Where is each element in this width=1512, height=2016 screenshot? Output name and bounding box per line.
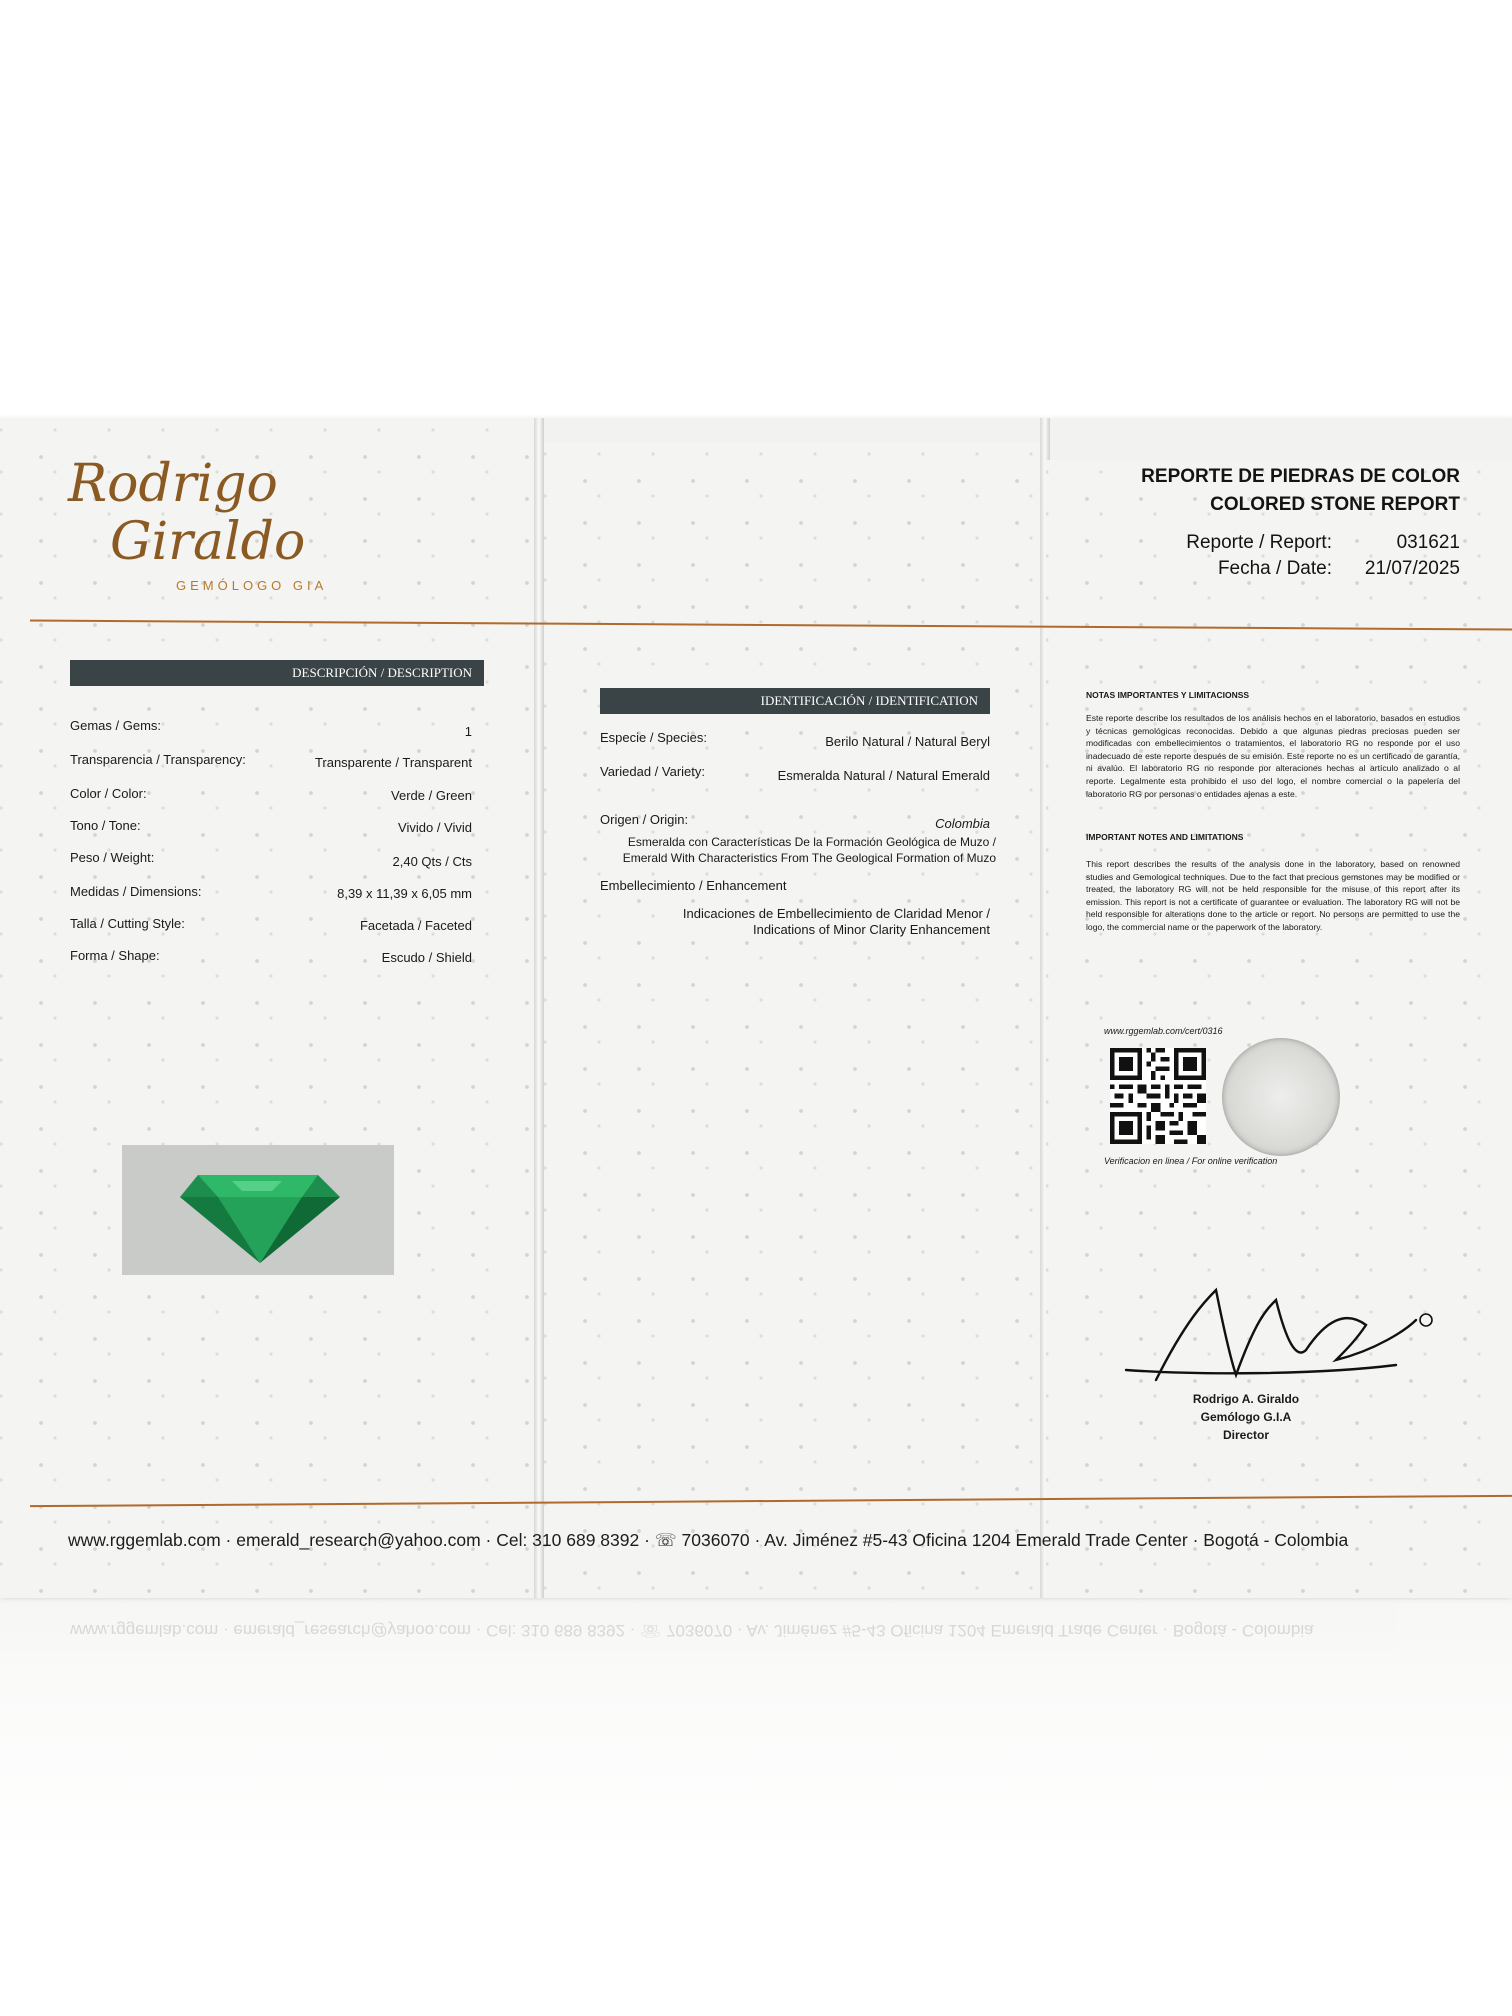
description-panel — [0, 418, 534, 1598]
fold-line-1 — [534, 418, 544, 1598]
species-value: Berilo Natural / Natural Beryl — [825, 734, 990, 749]
logo-line-1: Rodrigo — [68, 454, 278, 514]
row-value: Vivido / Vivid — [398, 820, 472, 835]
emerald-icon — [122, 1145, 394, 1275]
notes-en-title: IMPORTANT NOTES AND LIMITATIONS — [1086, 832, 1244, 842]
row-value: 1 — [464, 724, 472, 739]
signature-image — [1116, 1280, 1446, 1390]
logo-line-2: Giraldo — [110, 512, 306, 572]
row-label: Transparencia / Transparency: — [70, 752, 246, 767]
row-label: Gemas / Gems: — [70, 718, 162, 733]
enhancement-label: Embellecimiento / Enhancement — [600, 878, 787, 893]
report-title-en: COLORED STONE REPORT — [1210, 494, 1460, 515]
row-label: Color / Color: — [70, 786, 147, 801]
signer-title: Gemólogo G.I.A — [1200, 1410, 1292, 1424]
row-value: Escudo / Shield — [381, 950, 472, 965]
row-label: Peso / Weight: — [70, 850, 155, 865]
signer-role: Director — [1222, 1428, 1269, 1442]
gem-photo — [122, 1145, 394, 1275]
report-title-es: REPORTE DE PIEDRAS DE COLOR — [1141, 466, 1460, 487]
logo-subtitle: GEMÓLOGO GIA — [176, 578, 328, 593]
report-panel — [1046, 460, 1512, 1598]
date-value: 21/07/2025 — [1364, 558, 1460, 579]
variety-label: Variedad / Variety: — [600, 764, 706, 779]
description-header: DESCRIPCIÓN / DESCRIPTION — [70, 660, 484, 686]
row-value: 2,40 Qts / Cts — [392, 854, 472, 869]
notes-es-title: NOTAS IMPORTANTES Y LIMITACIONSS — [1086, 690, 1250, 700]
row-value: 8,39 x 11,39 x 6,05 mm — [337, 886, 472, 901]
row-value: Facetada / Faceted — [359, 918, 472, 933]
row-label: Forma / Shape: — [70, 948, 160, 963]
reflection-text: www.rggemlab.com · emerald_research@yahoo.com · Cel: 310 689 8392 · ☏ 7036070 · Av. Jiménez #5-43 Oficina 1204 Emerald Trade Center · Bogotá - Colombia — [70, 1621, 1314, 1640]
notes-es: Este reporte describe los resultados de los análisis hechos en el laboratorio, basados en estudios y técnicas gemológicas reconocidas. Debido a que algunas piedras preciosas pueden ser modificadas con embellecimientos o tratamientos, el laboratorio RG no responde por el uso inadecuado de este reporte después de su emisión. Este reporte no es un certificado de garantía, ni avalúo. El laboratorio RG no responde por alteraciones hechas al artículo analizado o al reporte. Legalmente esta prohibido el uso del logo, el nombre comercial o la papelería del laboratorio RG por personas o entidades ajenas a este. — [1086, 713, 1460, 799]
row-value: Verde / Green — [391, 788, 472, 803]
origin-value: Colombia — [935, 816, 990, 831]
verify-text: Verificacion en linea / For online verification — [1104, 1156, 1278, 1166]
report-number-label: Reporte / Report: — [1186, 532, 1332, 553]
date-label: Fecha / Date: — [1217, 558, 1332, 579]
enhancement-value-1: Indicaciones de Embellecimiento de Claridad Menor / — [682, 906, 990, 921]
cert-url[interactable]: www.rggemlab.com/cert/0316 — [1104, 1026, 1223, 1036]
row-label: Medidas / Dimensions: — [70, 884, 202, 899]
table-reflection — [0, 1600, 1512, 2016]
footer-contact: www.rggemlab.com · emerald_research@yahoo.com · Cel: 310 689 8392 · ☏ 7036070 · Av. Jiménez #5-43 Oficina 1204 Emerald Trade Center · Bogotá - Colombia — [68, 1530, 1349, 1550]
species-label: Especie / Species: — [600, 730, 707, 745]
report-number: 031621 — [1396, 532, 1460, 553]
row-value: Transparente / Transparent — [314, 755, 472, 770]
notes-en: This report describes the results of the analysis done in the laboratory, based on renowned studies and Gemological techniques. Due to the fact that precious gemstones may be modified or treated, the laboratory RG will not be held responsible for the misuse of this report after its emission. This report is not a certificate of guarantee or evaluation. The laboratory RG will not be held responsible for alterations done to the article or report. No persons are permitted to use the logo, the commercial name or the paperwork of the laboratory. — [1086, 859, 1460, 932]
certificate-card — [0, 418, 1512, 1598]
hologram-seal-icon — [1222, 1038, 1340, 1156]
identification-panel — [544, 442, 1042, 1598]
identification-header: IDENTIFICACIÓN / IDENTIFICATION — [600, 688, 990, 714]
signer-name: Rodrigo A. Giraldo — [1192, 1392, 1300, 1406]
qr-code[interactable] — [1110, 1048, 1206, 1144]
enhancement-value-2: Indications of Minor Clarity Enhancement — [752, 922, 990, 937]
origin-label: Origen / Origin: — [600, 812, 689, 827]
row-label: Talla / Cutting Style: — [70, 916, 185, 931]
row-label: Tono / Tone: — [70, 818, 141, 833]
origin-note: Esmeralda con Características De la Formación Geológica de Muzo / Emerald With Characteristics From The Geological Formation of Muzo — [622, 835, 996, 865]
variety-value: Esmeralda Natural / Natural Emerald — [777, 768, 990, 783]
